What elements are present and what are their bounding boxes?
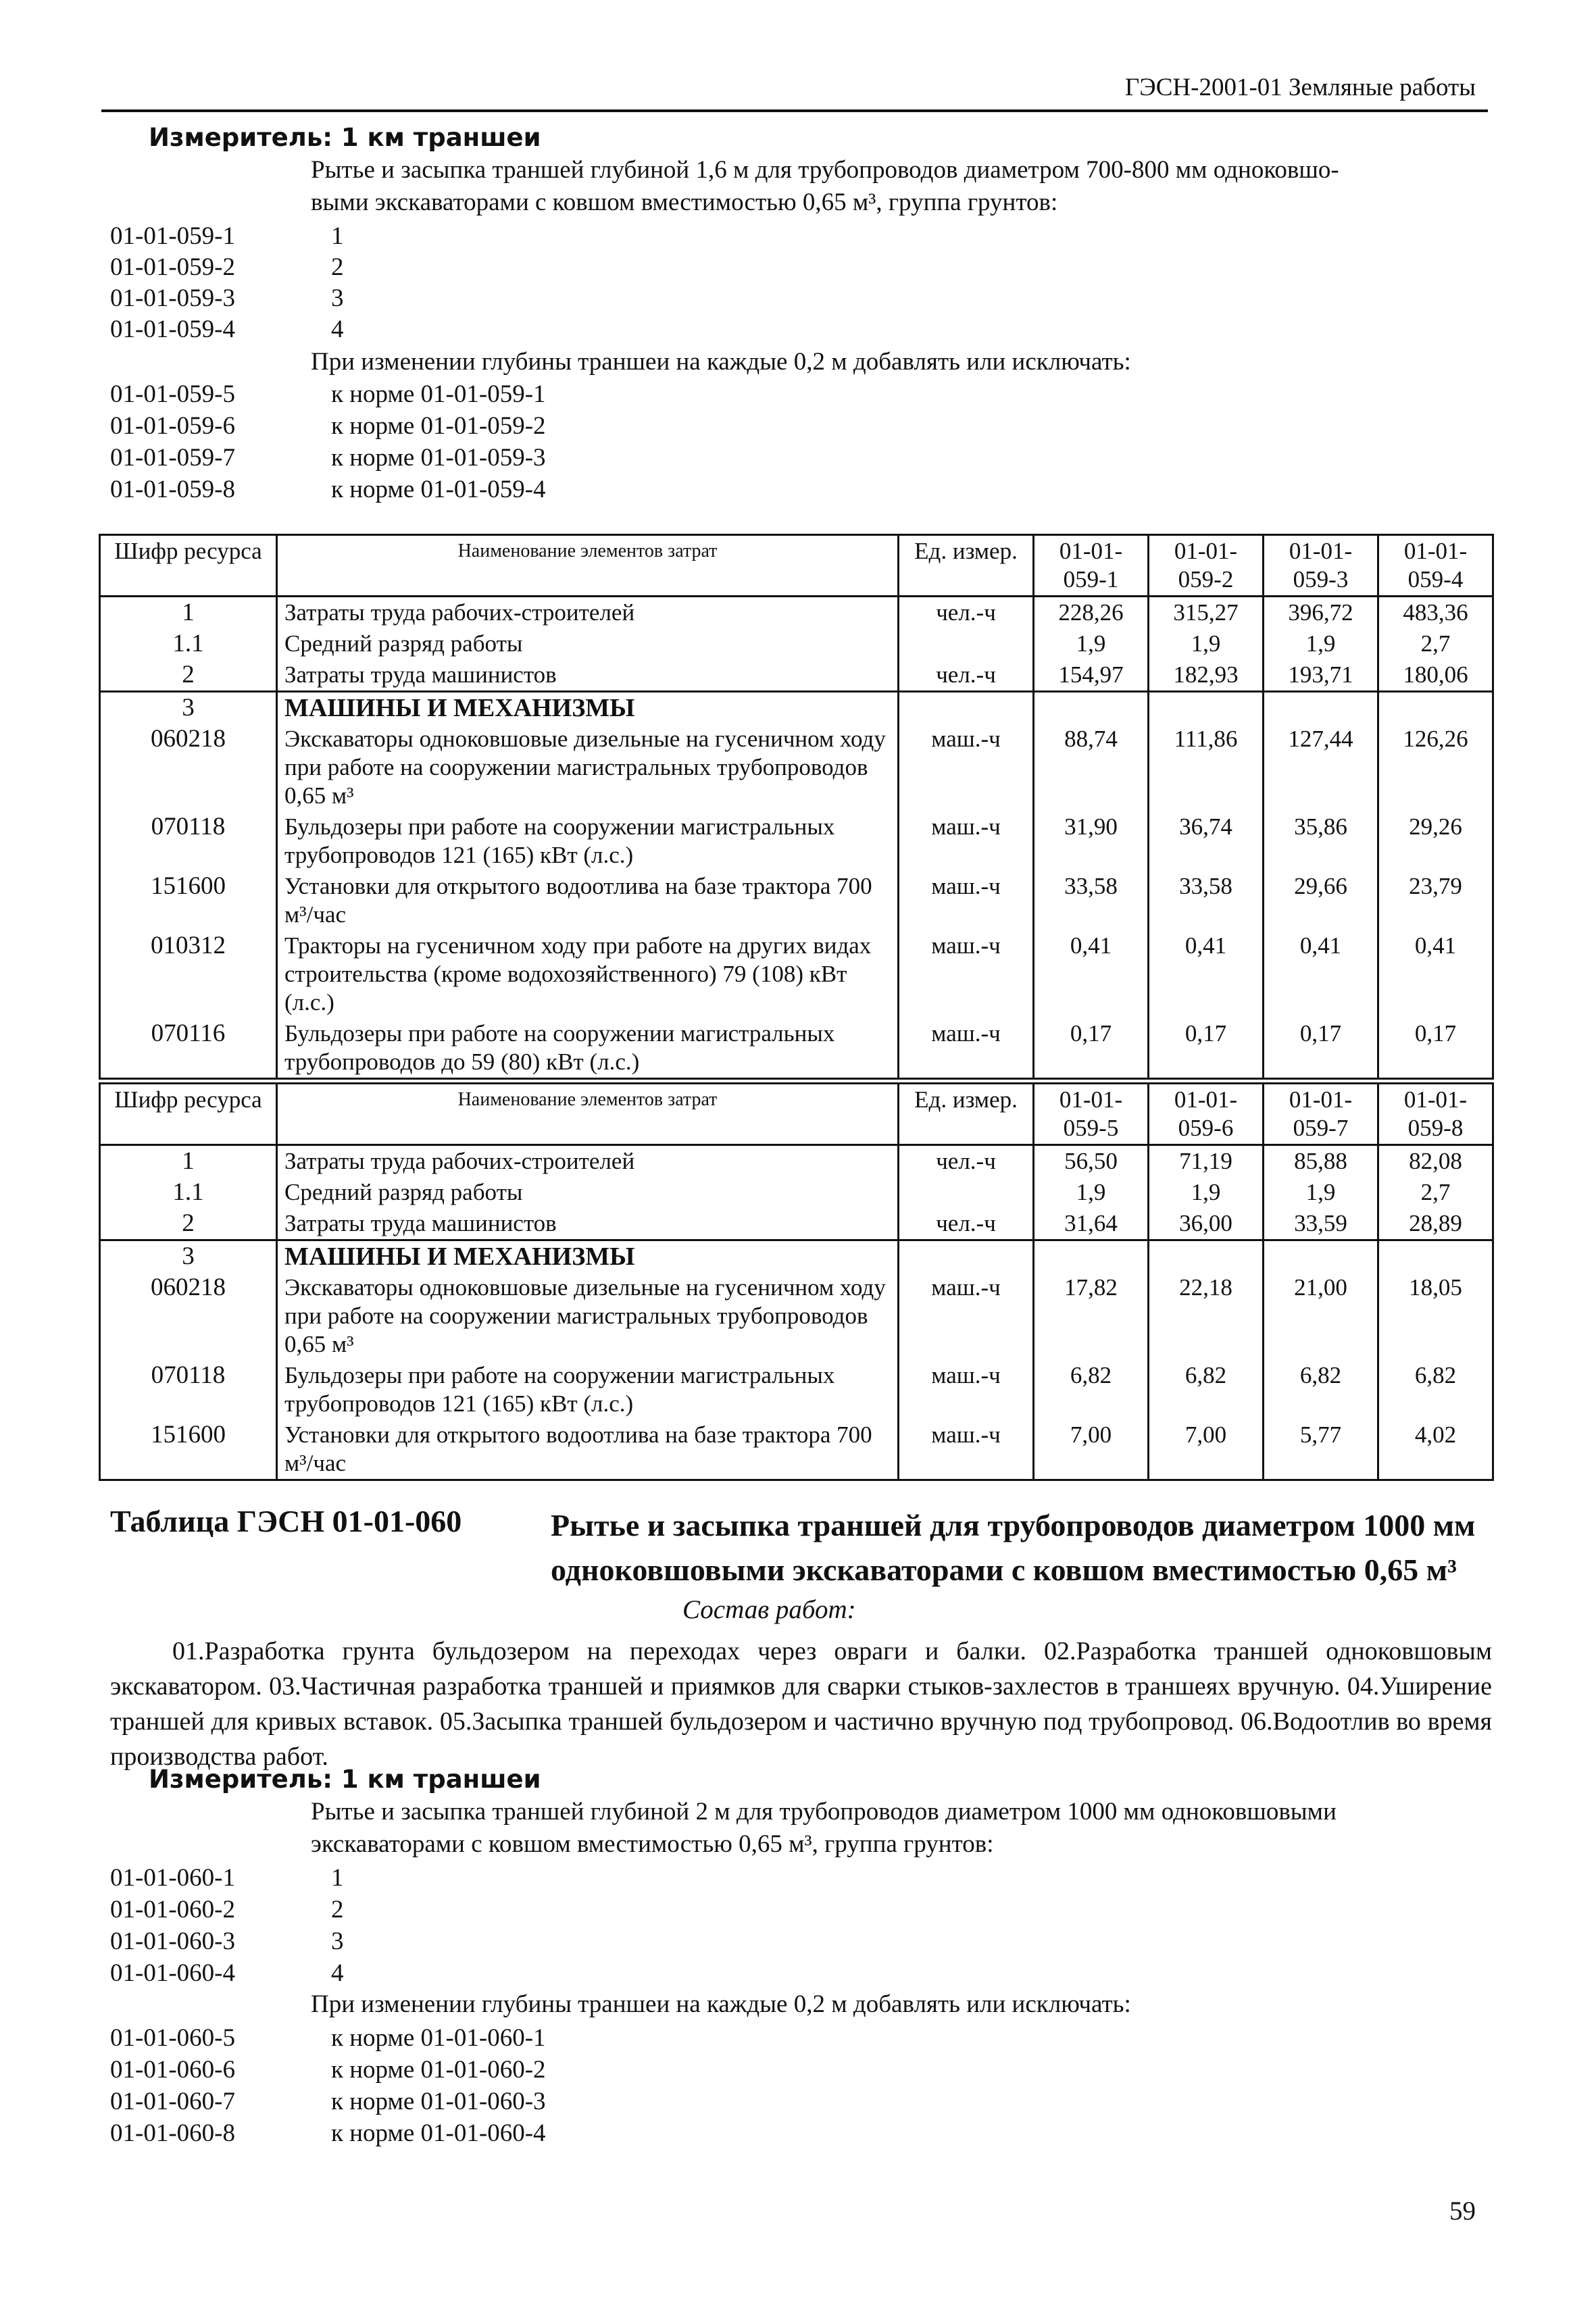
header-col: 01-01-059-7	[1264, 1084, 1378, 1145]
cell-name: Установки для открытого водоотлива на базе трактора 700 м³/час	[277, 871, 899, 930]
cell-value: 36,00	[1149, 1208, 1264, 1240]
cell-value: 5,77	[1264, 1419, 1378, 1480]
table-row	[100, 628, 1493, 659]
cell-value: 0,17	[1378, 1018, 1493, 1079]
cell-value: 7,00	[1034, 1419, 1149, 1480]
table-section-row	[100, 692, 1493, 724]
cell-value: 18,05	[1378, 1272, 1493, 1360]
cell-unit: чел.-ч	[899, 659, 1034, 692]
cell-unit: маш.-ч	[899, 1018, 1034, 1079]
table-label: Таблица ГЭСН 01-01-060	[110, 1504, 462, 1538]
page-number: 59	[1449, 2196, 1476, 2225]
cell-value: 6,82	[1378, 1360, 1493, 1419]
cell-name: Бульдозеры при работе на сооружении магистральных трубопроводов 121 (165) кВт (л.с.)	[277, 811, 899, 871]
norm-code: 01-01-060-2	[110, 1896, 235, 1923]
norm-value: к норме 01-01-059-3	[331, 444, 546, 472]
measure-label: Измеритель: 1 км траншеи	[149, 1765, 541, 1794]
cell-value: 0,17	[1149, 1018, 1264, 1079]
cell-code: 070118	[100, 811, 277, 871]
cell-value	[1264, 1240, 1378, 1273]
cell-value: 111,86	[1149, 724, 1264, 811]
cell-code: 070116	[100, 1018, 277, 1079]
table-row	[100, 1177, 1493, 1208]
cell-value: 1,9	[1149, 628, 1264, 659]
cell-value: 182,93	[1149, 659, 1264, 692]
table-row	[100, 1360, 1493, 1419]
cell-value	[1264, 692, 1378, 724]
norm-value: к норме 01-01-059-4	[331, 476, 546, 503]
description-line: Рытье и засыпка траншей глубиной 1,6 м для трубопроводов диаметром 700-800 мм одноковшо-	[311, 156, 1339, 184]
cell-value	[1378, 692, 1493, 724]
cell-value: 35,86	[1264, 811, 1378, 871]
cell-unit	[899, 1177, 1034, 1208]
change-note: При изменении глубины траншеи на каждые 0,2 м добавлять или исключать:	[311, 1990, 1131, 2018]
cell-value: 31,90	[1034, 811, 1149, 871]
norm-value: 4	[331, 316, 344, 343]
header-col: 01-01-059-5	[1034, 1084, 1149, 1145]
cell-value: 33,58	[1149, 871, 1264, 930]
measure-label: Измеритель: 1 км траншеи	[149, 123, 541, 152]
cell-unit	[899, 1240, 1034, 1273]
cell-unit: чел.-ч	[899, 1145, 1034, 1178]
table-section-row	[100, 1240, 1493, 1273]
norm-value: 2	[331, 253, 344, 281]
cell-value: 36,74	[1149, 811, 1264, 871]
cell-value	[1149, 692, 1264, 724]
norm-value: 1	[331, 222, 344, 250]
cell-value: 82,08	[1378, 1145, 1493, 1178]
cell-value: 483,36	[1378, 597, 1493, 629]
resource-table-1	[99, 534, 1494, 1080]
norm-code: 01-01-059-1	[110, 222, 235, 250]
table-row	[100, 659, 1493, 692]
cell-value: 2,7	[1378, 628, 1493, 659]
cell-value	[1378, 1240, 1493, 1273]
cell-code: 1	[100, 1145, 277, 1178]
work-composition-text: 01.Разработка грунта бульдозером на переходах через овраги и балки. 02.Разработка траншей одноковшовым экскаватором. 03.Частичная разработка траншей и приямков для сварки стыков-захлестов в траншеях вручную. 04.Уширение траншей для кривых вставок. 05.Засыпка траншей бульдозером и частично вручную под трубопровод. 06.Водоотлив во время производства работ.	[110, 1637, 1492, 1771]
cell-value: 29,66	[1264, 871, 1378, 930]
table-row	[100, 811, 1493, 871]
cell-value	[1034, 1240, 1149, 1273]
cell-code: 2	[100, 1208, 277, 1240]
cell-value: 33,58	[1034, 871, 1149, 930]
cell-value: 0,17	[1034, 1018, 1149, 1079]
norm-value: 1	[331, 1864, 344, 1892]
cell-name: Бульдозеры при работе на сооружении магистральных трубопроводов до 59 (80) кВт (л.с.)	[277, 1018, 899, 1079]
cell-code: 010312	[100, 930, 277, 1018]
cell-code: 1	[100, 597, 277, 629]
header-col: 01-01-059-4	[1378, 535, 1493, 597]
cell-unit: маш.-ч	[899, 811, 1034, 871]
cell-value: 1,9	[1149, 1177, 1264, 1208]
norm-value: 3	[331, 1928, 344, 1955]
cell-name: Средний разряд работы	[277, 628, 899, 659]
norm-code: 01-01-059-8	[110, 476, 235, 503]
resource-table-2	[99, 1082, 1494, 1481]
cell-name: Установки для открытого водоотлива на базе трактора 700 м³/час	[277, 1419, 899, 1480]
cell-code: 2	[100, 659, 277, 692]
cell-value: 6,82	[1264, 1360, 1378, 1419]
cell-unit: маш.-ч	[899, 1419, 1034, 1480]
cell-value: 2,7	[1378, 1177, 1493, 1208]
norm-value: 4	[331, 1959, 344, 1987]
norm-code: 01-01-059-7	[110, 444, 235, 472]
cell-value: 1,9	[1264, 1177, 1378, 1208]
cell-code: 060218	[100, 1272, 277, 1360]
cell-name: Затраты труда машинистов	[277, 659, 899, 692]
cell-value: 22,18	[1149, 1272, 1264, 1360]
cell-value: 31,64	[1034, 1208, 1149, 1240]
norm-value: к норме 01-01-059-2	[331, 412, 546, 440]
header-col: 01-01-059-3	[1264, 535, 1378, 597]
cell-unit: маш.-ч	[899, 724, 1034, 811]
cell-code: 070118	[100, 1360, 277, 1419]
cell-value: 4,02	[1378, 1419, 1493, 1480]
cell-code: 151600	[100, 871, 277, 930]
header-col: 01-01-059-1	[1034, 535, 1149, 597]
header-col: 01-01-059-2	[1149, 535, 1264, 597]
cell-code: 151600	[100, 1419, 277, 1480]
table-row	[100, 597, 1493, 629]
cell-value: 0,41	[1264, 930, 1378, 1018]
header-col: 01-01-059-6	[1149, 1084, 1264, 1145]
norm-code: 01-01-059-4	[110, 316, 235, 343]
table-row	[100, 1272, 1493, 1360]
cell-value: 85,88	[1264, 1145, 1378, 1178]
cell-value: 127,44	[1264, 724, 1378, 811]
cell-value: 28,89	[1378, 1208, 1493, 1240]
cell-value: 154,97	[1034, 659, 1149, 692]
cell-value: 180,06	[1378, 659, 1493, 692]
cell-unit: чел.-ч	[899, 1208, 1034, 1240]
cell-name: Затраты труда машинистов	[277, 1208, 899, 1240]
norm-value: к норме 01-01-060-2	[331, 2056, 546, 2084]
norm-value: к норме 01-01-060-4	[331, 2119, 546, 2147]
description-line: Рытье и засыпка траншей глубиной 2 м для трубопроводов диаметром 1000 мм одноковшовыми	[311, 1798, 1337, 1826]
cell-value: 315,27	[1149, 597, 1264, 629]
cell-value: 17,82	[1034, 1272, 1149, 1360]
header-name: Наименование элементов затрат	[277, 1084, 899, 1145]
norm-code: 01-01-060-3	[110, 1928, 235, 1955]
cell-value: 1,9	[1264, 628, 1378, 659]
table-row	[100, 1208, 1493, 1240]
norm-code: 01-01-060-5	[110, 2024, 235, 2052]
norm-value: к норме 01-01-060-1	[331, 2024, 546, 2052]
cell-unit	[899, 628, 1034, 659]
cell-name: Средний разряд работы	[277, 1177, 899, 1208]
table-row	[100, 724, 1493, 811]
cell-value: 71,19	[1149, 1145, 1264, 1178]
header-rule	[101, 109, 1488, 112]
norm-code: 01-01-060-4	[110, 1959, 235, 1987]
norm-code: 01-01-059-2	[110, 253, 235, 281]
cell-name: Экскаваторы одноковшовые дизельные на гусеничном ходу при работе на сооружении магистральных трубопроводов 0,65 м³	[277, 1272, 899, 1360]
change-note: При изменении глубины траншеи на каждые 0,2 м добавлять или исключать:	[311, 348, 1131, 376]
cell-value: 33,59	[1264, 1208, 1378, 1240]
cell-unit: маш.-ч	[899, 1360, 1034, 1419]
cell-value: 88,74	[1034, 724, 1149, 811]
cell-unit: маш.-ч	[899, 871, 1034, 930]
cell-value: 56,50	[1034, 1145, 1149, 1178]
table-row	[100, 1018, 1493, 1079]
cell-unit: маш.-ч	[899, 930, 1034, 1018]
cell-value	[1149, 1240, 1264, 1273]
table-row	[100, 871, 1493, 930]
table-row	[100, 930, 1493, 1018]
cell-name: Бульдозеры при работе на сооружении магистральных трубопроводов 121 (165) кВт (л.с.)	[277, 1360, 899, 1419]
cell-name: Экскаваторы одноковшовые дизельные на гусеничном ходу при работе на сооружении магистральных трубопроводов 0,65 м³	[277, 724, 899, 811]
norm-code: 01-01-059-3	[110, 284, 235, 312]
norm-value: 2	[331, 1896, 344, 1923]
cell-unit: маш.-ч	[899, 1272, 1034, 1360]
cell-value: 23,79	[1378, 871, 1493, 930]
cell-name: Затраты труда рабочих-строителей	[277, 1145, 899, 1178]
cell-value: 0,41	[1149, 930, 1264, 1018]
table-title: Рытье и засыпка траншей для трубопроводов диаметром 1000 мм одноковшовыми экскаваторами с ковшом вместимостью 0,65 м³	[551, 1508, 1476, 1587]
cell-value: 29,26	[1378, 811, 1493, 871]
cell-value	[1034, 692, 1149, 724]
header-unit: Ед. измер.	[899, 535, 1034, 597]
table-header-row	[100, 1084, 1493, 1145]
norm-value: 3	[331, 284, 344, 312]
norm-code: 01-01-060-8	[110, 2119, 235, 2147]
cell-value: 193,71	[1264, 659, 1378, 692]
cell-value: 1,9	[1034, 1177, 1149, 1208]
cell-code: 060218	[100, 724, 277, 811]
running-header: ГЭСН-2001-01 Земляные работы	[1124, 74, 1476, 101]
description-line: экскаваторами с ковшом вместимостью 0,65 м³, группа грунтов:	[311, 1830, 994, 1858]
cell-code: 3	[100, 692, 277, 724]
norm-value: к норме 01-01-059-1	[331, 380, 546, 408]
norm-code: 01-01-059-6	[110, 412, 235, 440]
cell-value: 21,00	[1264, 1272, 1378, 1360]
norm-value: к норме 01-01-060-3	[331, 2088, 546, 2115]
cell-value: 0,41	[1378, 930, 1493, 1018]
norm-code: 01-01-060-6	[110, 2056, 235, 2084]
work-composition-heading: Состав работ:	[682, 1595, 856, 1624]
cell-value: 6,82	[1034, 1360, 1149, 1419]
table-header-row	[100, 535, 1493, 597]
header-code: Шифр ресурса	[100, 535, 277, 597]
cell-name: Затраты труда рабочих-строителей	[277, 597, 899, 629]
cell-section-title: МАШИНЫ И МЕХАНИЗМЫ	[277, 1240, 899, 1273]
cell-name: Тракторы на гусеничном ходу при работе на других видах строительства (кроме водохозяйственного) 79 (108) кВт (л.с.)	[277, 930, 899, 1018]
cell-value: 126,26	[1378, 724, 1493, 811]
cell-code: 1.1	[100, 628, 277, 659]
cell-value: 6,82	[1149, 1360, 1264, 1419]
cell-value: 396,72	[1264, 597, 1378, 629]
cell-unit	[899, 692, 1034, 724]
header-col: 01-01-059-8	[1378, 1084, 1493, 1145]
norm-code: 01-01-060-1	[110, 1864, 235, 1892]
cell-value: 0,17	[1264, 1018, 1378, 1079]
cell-value: 228,26	[1034, 597, 1149, 629]
header-unit: Ед. измер.	[899, 1084, 1034, 1145]
description-line: выми экскаваторами с ковшом вместимостью 0,65 м³, группа грунтов:	[311, 188, 1058, 216]
norm-code: 01-01-060-7	[110, 2088, 235, 2115]
cell-value: 0,41	[1034, 930, 1149, 1018]
cell-value: 1,9	[1034, 628, 1149, 659]
header-name: Наименование элементов затрат	[277, 535, 899, 597]
cell-section-title: МАШИНЫ И МЕХАНИЗМЫ	[277, 692, 899, 724]
header-code: Шифр ресурса	[100, 1084, 277, 1145]
cell-code: 1.1	[100, 1177, 277, 1208]
table-row	[100, 1419, 1493, 1480]
table-row	[100, 1145, 1493, 1178]
cell-value: 7,00	[1149, 1419, 1264, 1480]
norm-code: 01-01-059-5	[110, 380, 235, 408]
cell-unit: чел.-ч	[899, 597, 1034, 629]
cell-code: 3	[100, 1240, 277, 1273]
